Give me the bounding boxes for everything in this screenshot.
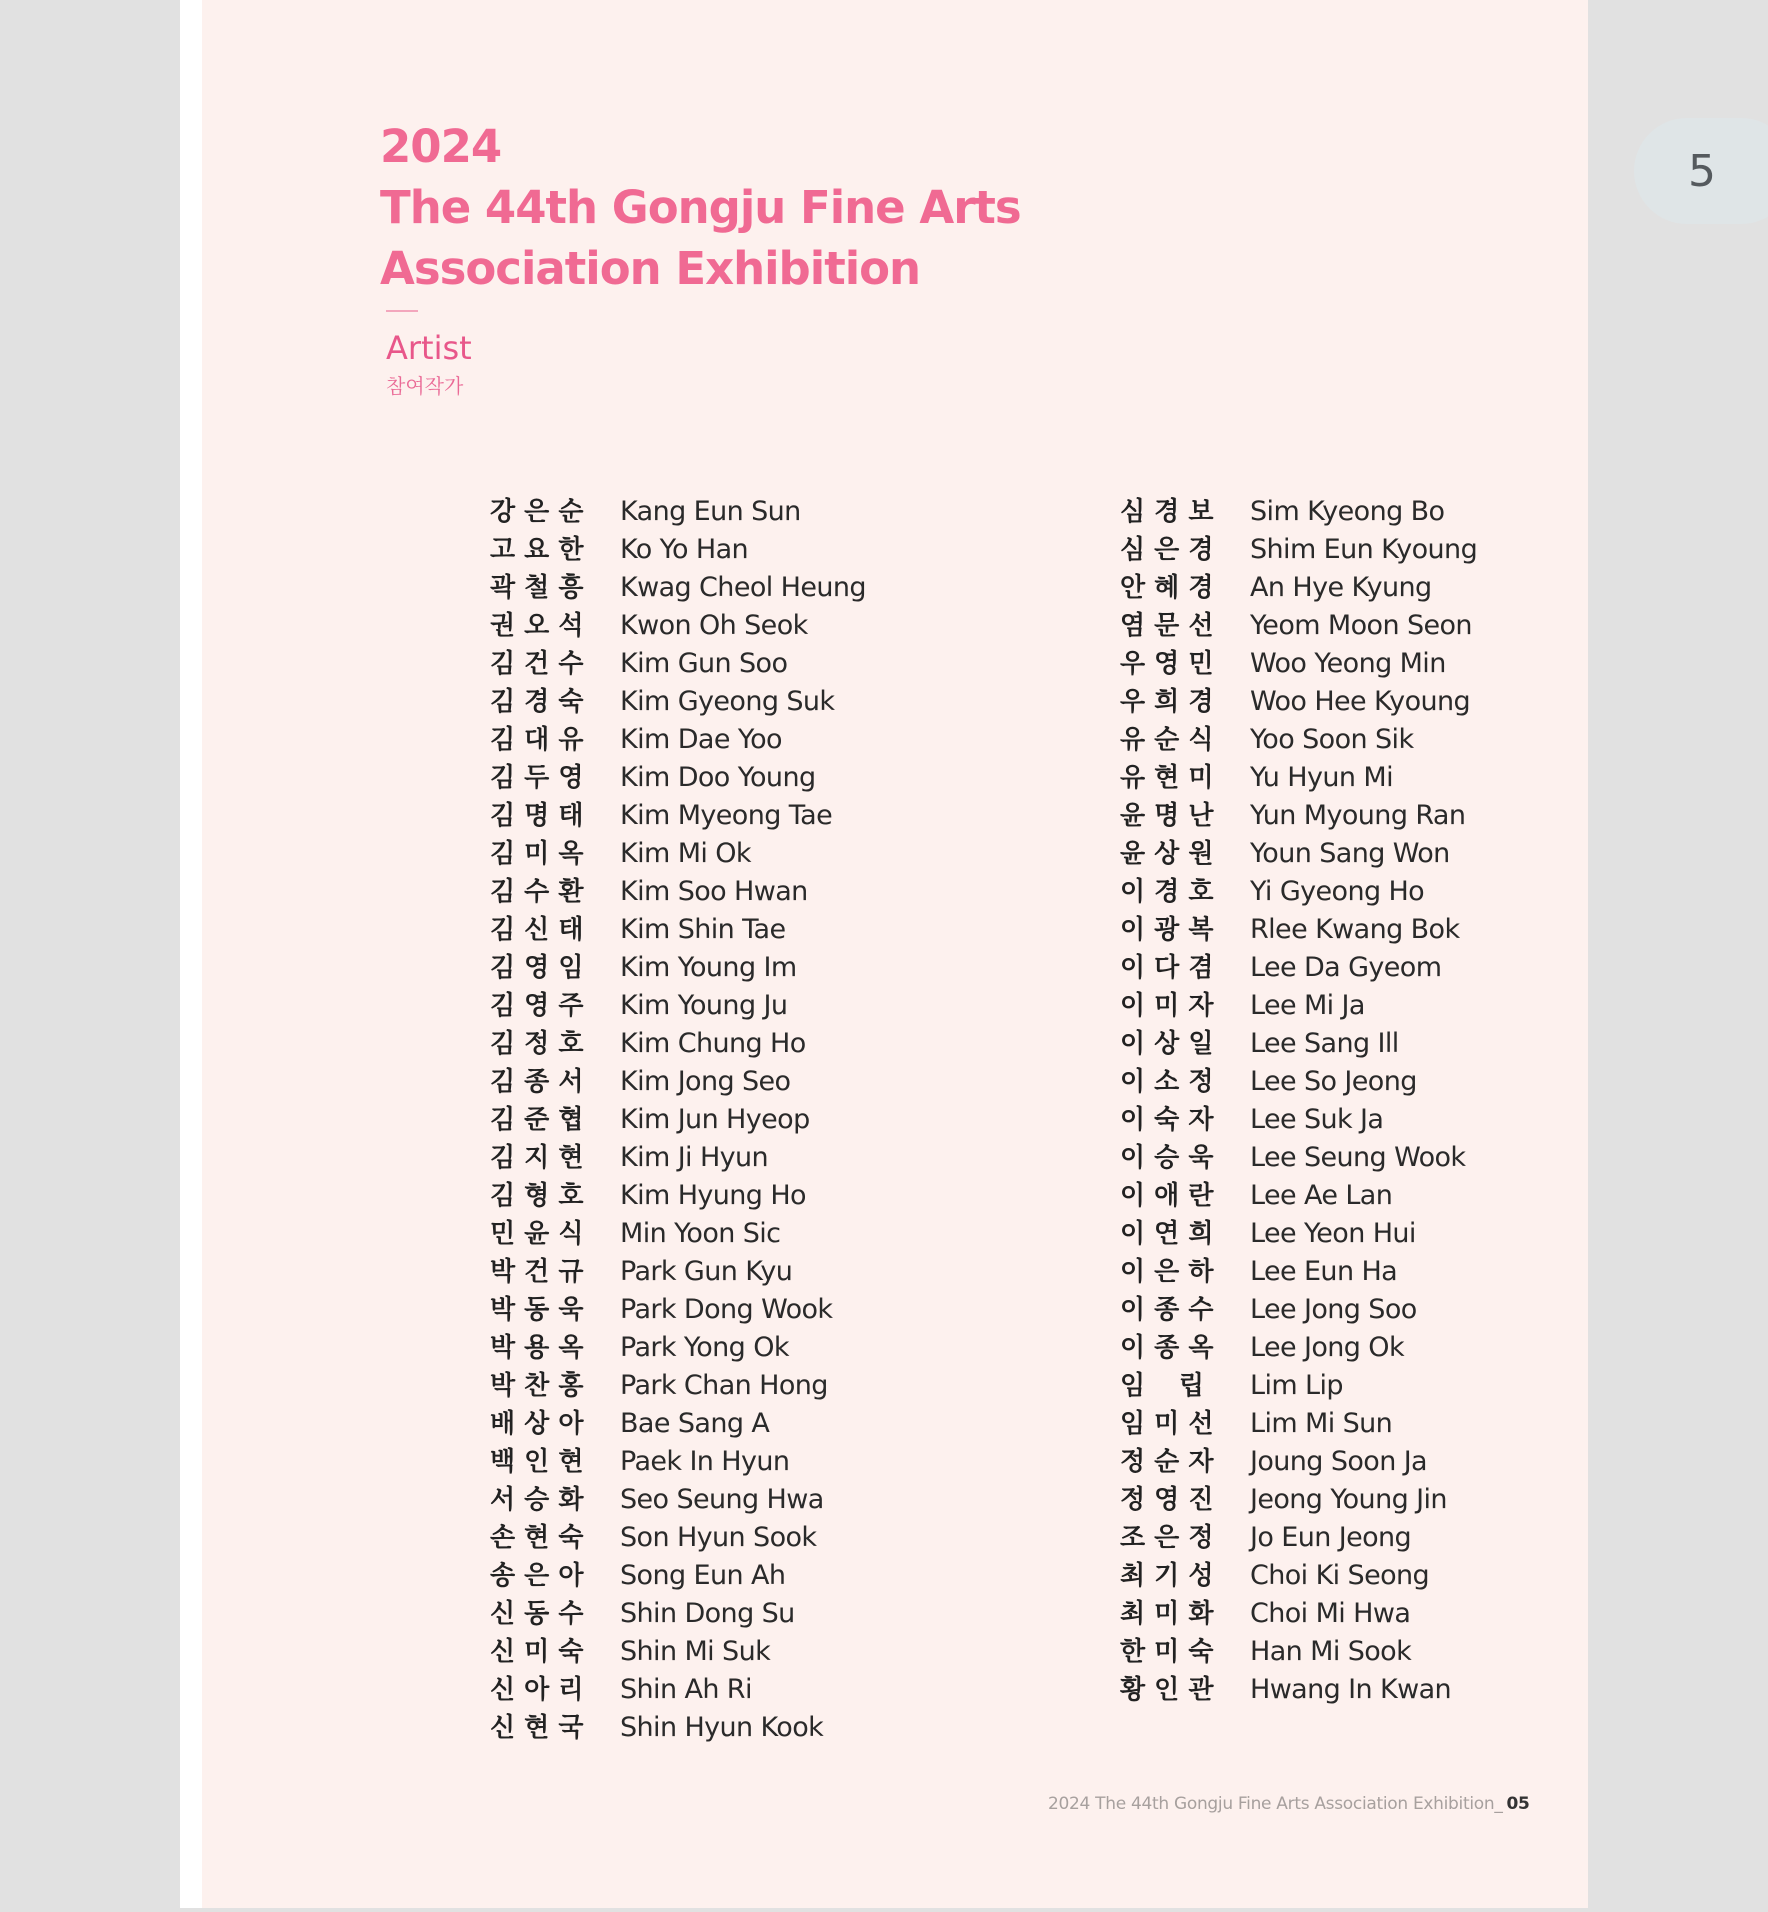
artist-name-korean: 송 은 아 [490, 1561, 584, 1591]
artist-name-english: Yu Hyun Mi [1250, 762, 1393, 793]
artist-name-korean: 한 미 숙 [1120, 1637, 1214, 1667]
page-edge [180, 0, 202, 1908]
artist-name-korean: 손 현 숙 [490, 1523, 584, 1553]
artist-name-english: Choi Ki Seong [1250, 1560, 1430, 1591]
artist-name-english: Shin Hyun Kook [620, 1712, 824, 1743]
title-line-year: 2024 [380, 120, 502, 173]
artist-name-english: Kwag Cheol Heung [620, 572, 866, 603]
artist-name-english: Kim Chung Ho [620, 1028, 806, 1059]
artist-name-english: Kim Dae Yoo [620, 724, 782, 755]
artist-name-korean: 윤 명 난 [1120, 801, 1214, 831]
artist-name-korean: 이 광 복 [1120, 915, 1214, 945]
artist-name-korean: 김 종 서 [490, 1067, 584, 1097]
artist-name-korean: 김 경 숙 [490, 687, 584, 717]
artist-name-korean: 우 영 민 [1120, 649, 1214, 679]
artist-name-english: Hwang In Kwan [1250, 1674, 1452, 1705]
artist-name-korean: 김 영 주 [490, 991, 584, 1021]
artist-name-english: Shin Dong Su [620, 1598, 795, 1629]
artist-name-english: Song Eun Ah [620, 1560, 786, 1591]
artist-name-korean: 임 립 [1120, 1371, 1204, 1401]
artist-name-english: Park Yong Ok [620, 1332, 789, 1363]
artist-name-english: Woo Yeong Min [1250, 648, 1446, 679]
artist-name-korean: 황 인 관 [1120, 1675, 1214, 1705]
exhibition-title [380, 116, 1021, 299]
artist-name-english: Shim Eun Kyoung [1250, 534, 1478, 565]
artist-name-english: Yun Myoung Ran [1250, 800, 1466, 831]
artist-name-english: Lee Seung Wook [1250, 1142, 1466, 1173]
artist-name-korean: 이 다 겸 [1120, 953, 1214, 983]
artist-name-english: Kim Shin Tae [620, 914, 786, 945]
artist-name-english: Kim Soo Hwan [620, 876, 808, 907]
footer-page-number: 05 [1506, 1794, 1530, 1814]
artist-name-korean: 박 용 옥 [490, 1333, 584, 1363]
footer-title: 2024 The 44th Gongju Fine Arts Association Exhibition_ [1048, 1794, 1503, 1814]
artist-name-korean: 유 현 미 [1120, 763, 1214, 793]
artist-name-english: Seo Seung Hwa [620, 1484, 824, 1515]
artist-name-english: Lee Eun Ha [1250, 1256, 1398, 1287]
artist-name-korean: 이 애 란 [1120, 1181, 1214, 1211]
artist-name-korean: 안 혜 경 [1120, 573, 1214, 603]
artist-name-english: Yeom Moon Seon [1250, 610, 1472, 641]
artist-name-english: Yoo Soon Sik [1250, 724, 1414, 755]
artist-name-korean: 이 종 수 [1120, 1295, 1214, 1325]
artist-name-english: Yi Gyeong Ho [1250, 876, 1425, 907]
artist-name-korean: 윤 상 원 [1120, 839, 1214, 869]
artist-name-english: Paek In Hyun [620, 1446, 790, 1477]
artist-name-korean: 심 경 보 [1120, 497, 1214, 527]
artist-name-english: Woo Hee Kyoung [1250, 686, 1471, 717]
page-indicator-number: 5 [1688, 146, 1716, 197]
artist-name-english: Lee Sang Ill [1250, 1028, 1399, 1059]
artist-name-english: Min Yoon Sic [620, 1218, 781, 1249]
artist-name-english: Park Gun Kyu [620, 1256, 793, 1287]
artist-name-korean: 박 동 욱 [490, 1295, 584, 1325]
artist-name-english: Kim Young Im [620, 952, 797, 983]
artist-name-english: Kwon Oh Seok [620, 610, 808, 641]
artist-name-english: Lee Mi Ja [1250, 990, 1365, 1021]
artist-name-english: Lee Jong Ok [1250, 1332, 1404, 1363]
artist-name-english: Kim Jun Hyeop [620, 1104, 810, 1135]
artist-name-english: Son Hyun Sook [620, 1522, 817, 1553]
artist-name-korean: 이 연 희 [1120, 1219, 1214, 1249]
artist-name-korean: 서 승 화 [490, 1485, 584, 1515]
artist-name-korean: 정 순 자 [1120, 1447, 1214, 1477]
artist-name-korean: 신 동 수 [490, 1599, 584, 1629]
artist-name-korean: 김 두 영 [490, 763, 584, 793]
artist-name-english: Lee So Jeong [1250, 1066, 1417, 1097]
artist-name-english: Lee Jong Soo [1250, 1294, 1417, 1325]
title-line-name: The 44th Gongju Fine Arts [380, 181, 1021, 234]
artist-name-english: Kim Gun Soo [620, 648, 788, 679]
artist-name-english: Bae Sang A [620, 1408, 770, 1439]
artist-name-korean: 김 수 환 [490, 877, 584, 907]
page-footer [1048, 1792, 1530, 1816]
artist-name-korean: 강 은 순 [490, 497, 584, 527]
artist-name-english: Kim Ji Hyun [620, 1142, 769, 1173]
artist-name-korean: 신 현 국 [490, 1713, 584, 1743]
artist-name-english: Han Mi Sook [1250, 1636, 1412, 1667]
artist-name-korean: 김 정 호 [490, 1029, 584, 1059]
artist-name-korean: 이 숙 자 [1120, 1105, 1214, 1135]
artist-name-korean: 김 형 호 [490, 1181, 584, 1211]
artist-name-korean: 염 문 선 [1120, 611, 1214, 641]
artist-name-korean: 김 건 수 [490, 649, 584, 679]
artist-name-korean: 곽 철 흥 [490, 573, 584, 603]
artist-name-korean: 최 미 화 [1120, 1599, 1214, 1629]
artist-name-english: Kim Young Ju [620, 990, 788, 1021]
artist-name-english: Kang Eun Sun [620, 496, 801, 527]
artist-name-english: Lee Da Gyeom [1250, 952, 1442, 983]
artist-name-korean: 권 오 석 [490, 611, 584, 641]
artist-name-english: Kim Gyeong Suk [620, 686, 835, 717]
title-line-exhibition: Association Exhibition [380, 242, 921, 295]
artist-name-english: Jo Eun Jeong [1250, 1522, 1412, 1553]
artist-name-korean: 이 종 옥 [1120, 1333, 1214, 1363]
artist-name-korean: 김 준 협 [490, 1105, 584, 1135]
artist-name-english: Shin Mi Suk [620, 1636, 771, 1667]
artist-name-english: Kim Hyung Ho [620, 1180, 806, 1211]
artist-name-english: Youn Sang Won [1250, 838, 1450, 869]
artist-name-english: Kim Jong Seo [620, 1066, 791, 1097]
artist-name-english: Choi Mi Hwa [1250, 1598, 1411, 1629]
artist-name-english: Lee Yeon Hui [1250, 1218, 1416, 1249]
artist-name-korean: 박 찬 홍 [490, 1371, 584, 1401]
artist-name-korean: 백 인 현 [490, 1447, 584, 1477]
artist-name-english: Shin Ah Ri [620, 1674, 752, 1705]
artist-name-english: Kim Doo Young [620, 762, 816, 793]
artist-name-korean: 김 신 태 [490, 915, 584, 945]
artist-name-korean: 이 경 호 [1120, 877, 1214, 907]
artist-name-korean: 고 요 한 [490, 535, 584, 565]
artist-name-english: Jeong Young Jin [1250, 1484, 1447, 1515]
artist-name-english: Park Chan Hong [620, 1370, 828, 1401]
artist-name-english: Sim Kyeong Bo [1250, 496, 1445, 527]
artist-name-korean: 신 미 숙 [490, 1637, 584, 1667]
artist-name-korean: 이 승 욱 [1120, 1143, 1214, 1173]
artist-name-korean: 박 건 규 [490, 1257, 584, 1287]
artist-name-english: Lee Suk Ja [1250, 1104, 1384, 1135]
artist-name-korean: 신 아 리 [490, 1675, 584, 1705]
artist-name-korean: 김 영 임 [490, 953, 584, 983]
artist-name-english: Park Dong Wook [620, 1294, 833, 1325]
artist-name-korean: 최 기 성 [1120, 1561, 1214, 1591]
artist-name-english: An Hye Kyung [1250, 572, 1432, 603]
artist-name-korean: 유 순 식 [1120, 725, 1214, 755]
artist-name-korean: 정 영 진 [1120, 1485, 1214, 1515]
artist-name-korean: 우 희 경 [1120, 687, 1214, 717]
artist-name-korean: 김 미 옥 [490, 839, 584, 869]
artist-name-korean: 이 소 정 [1120, 1067, 1214, 1097]
artist-name-korean: 조 은 정 [1120, 1523, 1214, 1553]
artist-name-korean: 심 은 경 [1120, 535, 1214, 565]
artist-name-english: Lim Mi Sun [1250, 1408, 1393, 1439]
artist-name-english: Lee Ae Lan [1250, 1180, 1393, 1211]
artist-name-english: Joung Soon Ja [1250, 1446, 1428, 1477]
section-heading-korean: 참여작가 [386, 374, 464, 398]
artist-name-english: Kim Mi Ok [620, 838, 751, 869]
section-heading: Artist [386, 329, 472, 367]
artist-name-korean: 이 은 하 [1120, 1257, 1214, 1287]
artist-name-korean: 민 윤 식 [490, 1219, 584, 1249]
artist-name-korean: 임 미 선 [1120, 1409, 1214, 1439]
title-divider [386, 310, 418, 312]
artist-name-korean: 김 명 태 [490, 801, 584, 831]
artist-name-english: Ko Yo Han [620, 534, 749, 565]
artist-name-english: Kim Myeong Tae [620, 800, 833, 831]
artist-name-english: Rlee Kwang Bok [1250, 914, 1460, 945]
artist-name-korean: 이 미 자 [1120, 991, 1214, 1021]
artist-name-korean: 배 상 아 [490, 1409, 584, 1439]
artist-name-korean: 김 지 현 [490, 1143, 584, 1173]
artist-name-korean: 김 대 유 [490, 725, 584, 755]
artist-name-english: Lim Lip [1250, 1370, 1343, 1401]
artist-name-korean: 이 상 일 [1120, 1029, 1214, 1059]
